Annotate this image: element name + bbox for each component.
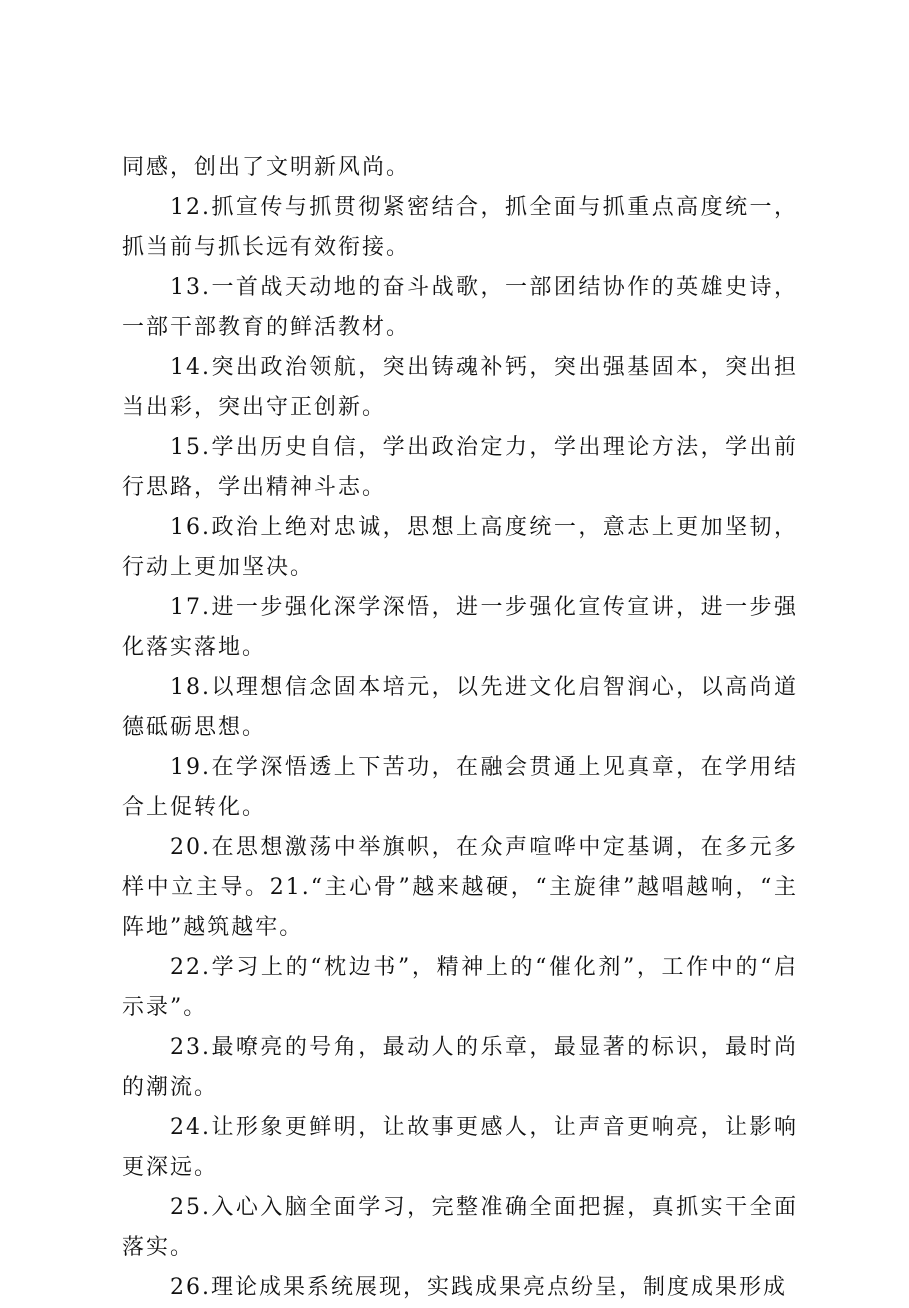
paragraph-item-12: 12.抓宣传与抓贯彻紧密结合，抓全面与抓重点高度统一，抓当前与抓长远有效衔接。 — [122, 195, 798, 260]
paragraph-item-24: 24.让形象更鲜明，让故事更感人，让声音更响亮，让影响更深远。 — [122, 1115, 798, 1180]
paragraph-item-15: 15.学出历史自信，学出政治定力，学出理论方法，学出前行思路，学出精神斗志。 — [122, 435, 798, 500]
paragraph-item-19: 19.在学深悟透上下苦功，在融会贯通上见真章，在学用结合上促转化。 — [122, 755, 798, 820]
paragraph-continuation: 同感，创出了文明新风尚。 — [122, 155, 411, 180]
paragraph-item-17: 17.进一步强化深学深悟，进一步强化宣传宣讲，进一步强化落实落地。 — [122, 595, 798, 660]
paragraph-item-18: 18.以理想信念固本培元，以先进文化启智润心，以高尚道德砥砺思想。 — [122, 675, 798, 740]
paragraph-item-26: 26.理论成果系统展现，实践成果亮点纷呈，制度成果形成 — [170, 1275, 787, 1300]
paragraph-item-22: 22.学习上的“枕边书”，精神上的“催化剂”，工作中的“启示录”。 — [122, 955, 798, 1020]
paragraph-item-23: 23.最嘹亮的号角，最动人的乐章，最显著的标识，最时尚的潮流。 — [122, 1035, 798, 1100]
paragraph-item-16: 16.政治上绝对忠诚，思想上高度统一，意志上更加坚韧，行动上更加坚决。 — [122, 515, 798, 580]
paragraph-item-13: 13.一首战天动地的奋斗战歌，一部团结协作的英雄史诗，一部干部教育的鲜活教材。 — [122, 275, 798, 340]
paragraph-item-14: 14.突出政治领航，突出铸魂补钙，突出强基固本，突出担当出彩，突出守正创新。 — [122, 355, 798, 420]
paragraph-item-25: 25.入心入脑全面学习，完整准确全面把握，真抓实干全面落实。 — [122, 1195, 798, 1260]
document-body — [122, 148, 798, 1308]
paragraph-item-20-21: 20.在思想激荡中举旗帜，在众声喧哗中定基调，在多元多样中立主导。21.“主心骨”越来越硬，“主旋律”越唱越响，“主阵地”越筑越牢。 — [122, 835, 798, 940]
